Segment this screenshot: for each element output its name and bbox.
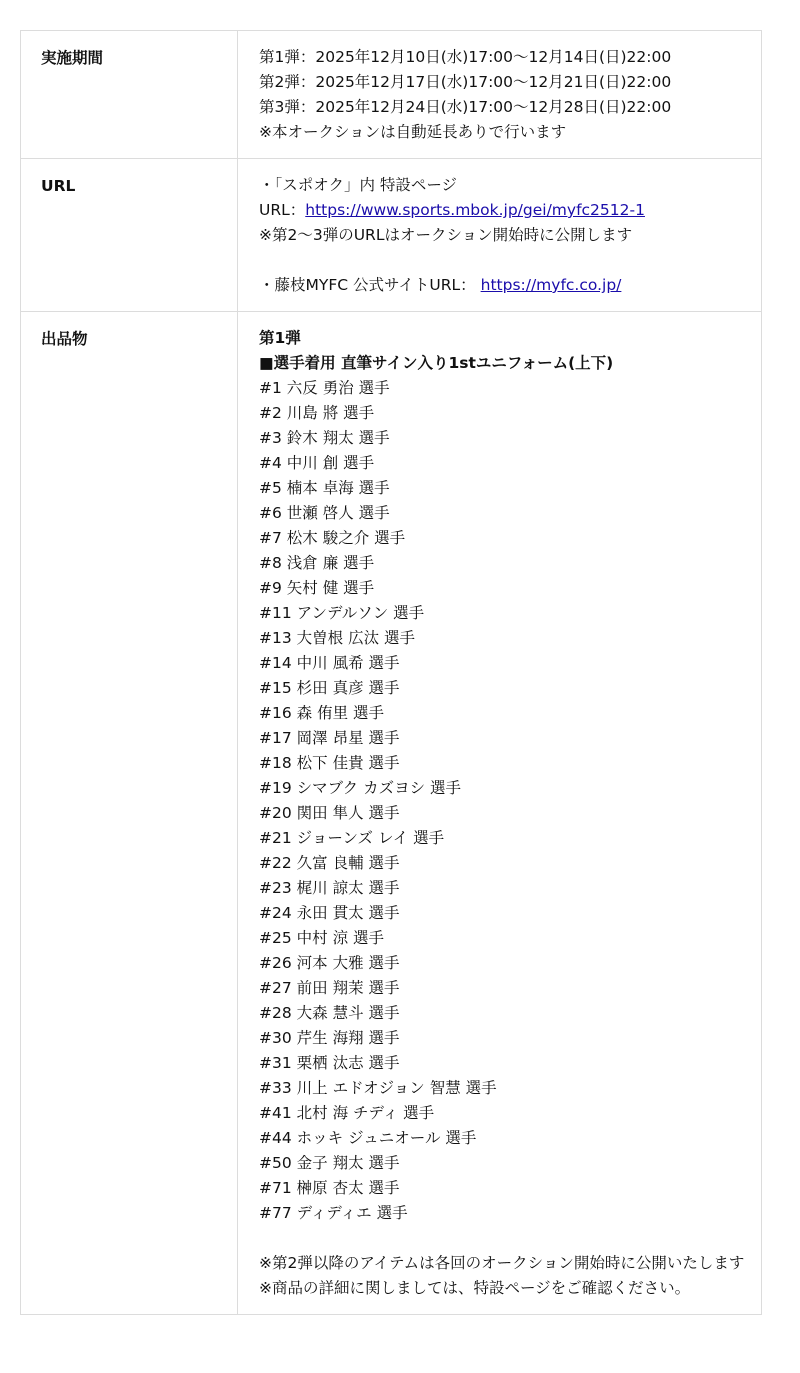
player-list: [259, 376, 751, 1226]
period-row: [21, 31, 762, 159]
special-page-title: ・「スポオク」内 特設ページ: [259, 176, 458, 194]
items-note-2: ※商品の詳細に関しましては、特設ページをご確認ください。: [259, 1279, 691, 1297]
player-list-item: #26 河本 大雅 選手: [259, 954, 400, 972]
blank-line: [259, 1226, 751, 1251]
player-list-item: #17 岡澤 昂星 選手: [259, 729, 400, 747]
player-list-item: #21 ジョーンズ レイ 選手: [259, 829, 445, 847]
period-line-3: 第3弾：2025年12月24日(水)17:00〜12月28日(日)22:00: [259, 98, 672, 116]
official-site-line: [259, 273, 751, 298]
items-value: [238, 312, 762, 1315]
player-list-item: #16 森 侑里 選手: [259, 704, 384, 722]
player-list-item: #11 アンデルソン 選手: [259, 604, 425, 622]
player-list-item: #9 矢村 健 選手: [259, 579, 375, 597]
player-list-item: #22 久富 良輔 選手: [259, 854, 400, 872]
player-list-item: #4 中川 創 選手: [259, 454, 375, 472]
player-list-item: #24 永田 貫太 選手: [259, 904, 400, 922]
player-list-item: #71 榊原 杏太 選手: [259, 1179, 400, 1197]
player-list-item: #20 関田 隼人 選手: [259, 804, 400, 822]
special-page-url-prefix: URL：: [259, 201, 306, 219]
url-row: [21, 159, 762, 312]
blank-line: [259, 248, 751, 273]
player-list-item: #23 梶川 諒太 選手: [259, 879, 400, 897]
special-page-link[interactable]: https://www.sports.mbok.jp/gei/myfc2512-1: [305, 201, 645, 219]
url-value: [238, 159, 762, 312]
official-site-prefix: ・藤枝MYFC 公式サイトURL：: [259, 276, 476, 294]
player-list-item: #19 シマブク カズヨシ 選手: [259, 779, 462, 797]
player-list-item: #6 世瀬 啓人 選手: [259, 504, 390, 522]
player-list-item: #25 中村 涼 選手: [259, 929, 384, 947]
url-note: ※第2〜3弾のURLはオークション開始時に公開します: [259, 226, 633, 244]
player-list-item: #15 杉田 真彦 選手: [259, 679, 400, 697]
official-site-link[interactable]: https://myfc.co.jp/: [480, 276, 622, 294]
player-list-item: #18 松下 佳貴 選手: [259, 754, 400, 772]
player-list-item: #41 北村 海 チディ 選手: [259, 1104, 435, 1122]
player-list-item: #5 楠本 卓海 選手: [259, 479, 390, 497]
player-list-item: #1 六反 勇治 選手: [259, 379, 390, 397]
player-list-item: #28 大森 慧斗 選手: [259, 1004, 400, 1022]
player-list-item: #2 川島 將 選手: [259, 404, 375, 422]
period-line-2: 第2弾：2025年12月17日(水)17:00〜12月21日(日)22:00: [259, 73, 672, 91]
items-note-1: ※第2弾以降のアイテムは各回のオークション開始時に公開いたします: [259, 1254, 745, 1272]
player-list-item: #77 ディディエ 選手: [259, 1204, 408, 1222]
period-value: [238, 31, 762, 159]
round-title: 第1弾: [259, 329, 301, 347]
player-list-item: #7 松木 駿之介 選手: [259, 529, 406, 547]
auction-info-table: [20, 30, 762, 1315]
player-list-item: #13 大曽根 広汰 選手: [259, 629, 415, 647]
url-label: URL: [21, 159, 238, 312]
player-list-item: #27 前田 翔茉 選手: [259, 979, 400, 997]
player-list-item: #8 浅倉 廉 選手: [259, 554, 375, 572]
player-list-item: #3 鈴木 翔太 選手: [259, 429, 390, 447]
period-label: 実施期間: [21, 31, 238, 159]
player-list-item: #31 栗栖 汰志 選手: [259, 1054, 400, 1072]
player-list-item: #50 金子 翔太 選手: [259, 1154, 400, 1172]
player-list-item: #44 ホッキ ジュニオール 選手: [259, 1129, 477, 1147]
special-page-url-line: [259, 198, 751, 223]
period-note: ※本オークションは自動延長ありで行います: [259, 123, 567, 141]
items-label: 出品物: [21, 312, 238, 1315]
items-row: [21, 312, 762, 1315]
player-list-item: #14 中川 風希 選手: [259, 654, 400, 672]
player-list-item: #30 芹生 海翔 選手: [259, 1029, 400, 1047]
player-list-item: #33 川上 エドオジョン 智慧 選手: [259, 1079, 497, 1097]
period-line-1: 第1弾：2025年12月10日(水)17:00〜12月14日(日)22:00: [259, 48, 672, 66]
item-title: ■選手着用 直筆サイン入り1stユニフォーム(上下): [259, 354, 614, 372]
